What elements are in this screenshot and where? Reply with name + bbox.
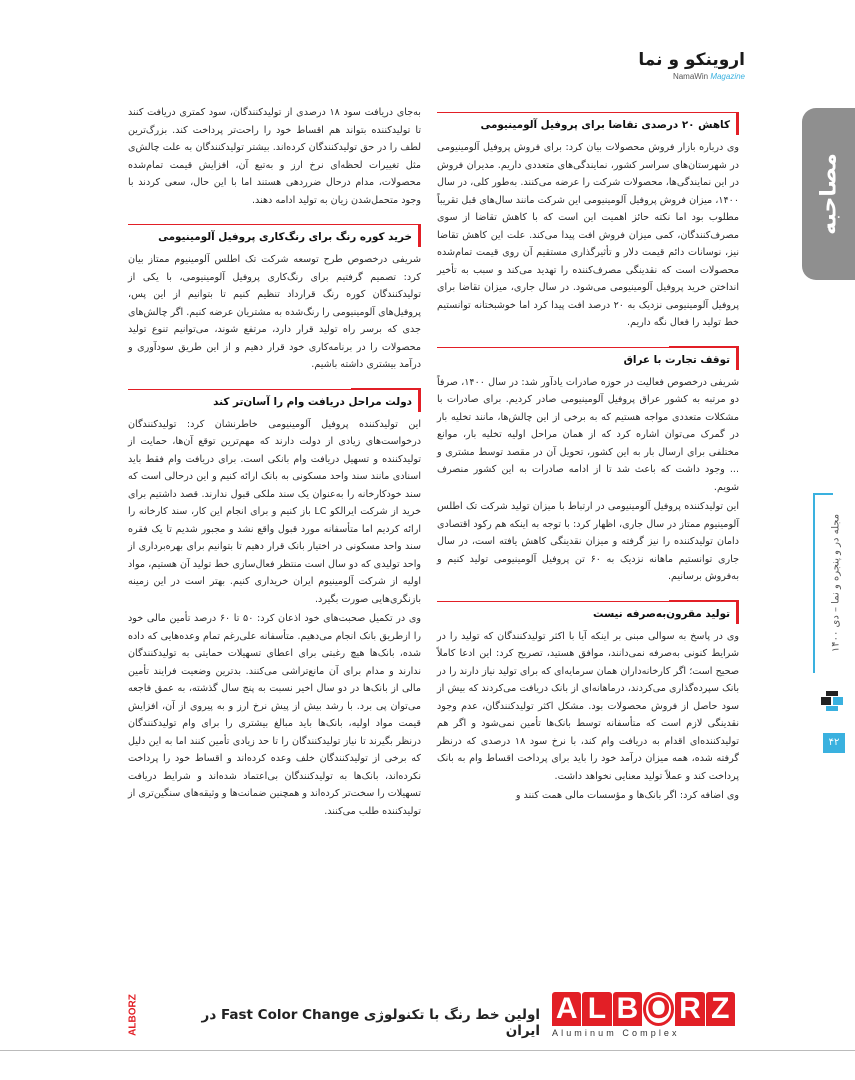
left-column <box>128 104 421 835</box>
footer-divider <box>0 1050 855 1051</box>
logo-english-suffix: Magazine <box>710 72 745 81</box>
section-tab <box>802 108 855 280</box>
window-logo-icon <box>818 688 846 716</box>
section-tab-label: مصاحبه <box>816 153 841 235</box>
section-heading: کاهش ۲۰ درصدی تقاضا برای پروفیل آلومینیومی <box>437 112 739 135</box>
brand-letter: B <box>613 992 642 1026</box>
article-section <box>437 347 739 586</box>
section-heading: تولید مقرون‌به‌صرفه نیست <box>437 601 739 624</box>
magazine-logo <box>625 50 745 90</box>
logo-english <box>625 72 745 81</box>
side-magazine-title <box>821 495 851 670</box>
side-divider <box>813 493 815 673</box>
body-paragraph: وی اضافه کرد: اگر بانک‌ها و مؤسسات مالی همت کنند و <box>515 790 739 801</box>
brand-letter: O <box>643 992 674 1026</box>
body-paragraph: شریفی درخصوص طرح توسعه شرکت تک اطلس آلومینیوم ممتاز بیان کرد: تصمیم گرفتیم برای رنگ‌کاری پروفیل آلومینیومی، با یکی از تولیدکنندگان کوره رنگ قرارداد تنظیم کنیم تا بتوانیم از این پس، پروفیل‌های آلومینیومی را رنگ‌شده به مشتریان عرضه کنیم. اگر چالش‌های جدی که برسر راه تولید قرار دارد، مرتفع شوند، می‌توانیم تنوع تولید محصولات را در برنامه‌کاری خود قرار دهیم و از این طریق سودآوری و درآمد بیشتری داشته باشیم. <box>128 254 421 370</box>
brand-letter: A <box>552 992 581 1026</box>
alborz-wordmark <box>552 992 736 1026</box>
alborz-logo <box>552 992 736 1040</box>
article-section <box>437 601 739 805</box>
article-section <box>128 104 421 209</box>
brand-letter: Z <box>706 992 735 1026</box>
body-paragraph: وی در تکمیل صحبت‌های خود اذعان کرد: ۵۰ تا ۶۰ درصد تأمین مالی خود را ازطریق بانک انجام می‌دهیم. متأسفانه علی‌رغم تمام وعده‌هایی که داده شده، بانک‌ها هیچ رغبتی برای اعطای تسهیلات حمایتی به تولیدکنندگان ندارند و مدام برای آن مانع‌تراشی می‌کنند. بدترین وضعیت فرایند تأمین مالی از بانک‌ها در دو سال اخیر نسبت به پنج سال گذشته، به عمق فاجعه می‌توان پی برد. با رشد بیش از پیش نرخ ارز و به پیروی از آن، افزایش قیمت مواد اولیه، بانک‌ها باید مبالغ بیشتری را برای وام تولیدکنندگان درنظر بگیرند تا نیاز تولیدکنندگان را تا حد زیادی تأمین کنند اما به این دلیل که برخی از تولیدکنندگان خلف وعده کرده‌اند و اقساط خود را پرداخت نکرده‌اند، بانک‌ها به تولیدکنندگان بی‌اعتماد شده‌اند و شرایط دریافت تسهیلات را سخت‌تر کرده‌اند و همچنین ضمانت‌ها و وثیقه‌های سنگین‌تری از تولیدکننده طلب می‌کنند. <box>128 613 422 817</box>
article-section <box>128 224 421 374</box>
body-paragraph: شریفی درخصوص فعالیت در حوزه صادرات یادآور شد: در سال ۱۴۰۰، صرفاً دو مرتبه به کشور عراق پروفیل آلومینیومی صادر کردیم. برای صادرات با مشکلات متعددی مواجه هستیم که به برخی از این چالش‌ها، مانند تخلیه بار در گمرک می‌توان اشاره کرد که از همان مراحل اولیه تخلیه بار، موانع مختلفی برای ارسال بار به این کشور، تحویل آن در مقصد توسط مشتری و ... وجود داشت که باعث شد تا از ادامه صادرات به این کشور منصرف شویم. <box>437 376 739 493</box>
article-section <box>128 389 421 821</box>
brand-letter: L <box>582 992 611 1026</box>
body-paragraph: این تولیدکننده پروفیل آلومینیومی خاطرنشان کرد: تولیدکنندگان درخواست‌های زیادی از دولت دارند که مهم‌ترین توقع آن‌ها، حمایت از تولیدکننده و تسهیل دریافت وام بانکی است. برای دریافت وام فقط باید اسنادی مانند سند واحد مسکونی به بانک ارائه کنیم و این درحالی است که سند خودکارخانه را به‌عنوان یک سند ملکی قبول ندارند. قصد داشتیم برای خرید از شرکت ایرالکو LC باز کنیم و برای انجام این کار، سند کارخانه را ارائه کردیم اما متأسفانه مورد قبول واقع نشد و مجبور شدیم تا یک فقره سند واحد مسکونی در اختیار بانک قرار دهیم تا بتوانیم برای بهره‌برداری از واحد تولیدی که دو سال است منتظر فعال‌سازی خط تولید آن هستیم، مواد اولیه از شرکت آلومینیوم ایران خریداری کنیم. بهتر است در این زمینه بازنگری‌هایی صورت بگیرد. <box>128 418 422 605</box>
right-column <box>437 112 739 820</box>
vertical-brand <box>126 985 140 1045</box>
body-paragraph: به‌جای دریافت سود ۱۸ درصدی از تولیدکنندگان، سود کمتری دریافت کنند تا تولیدکننده بتواند هم اقساط خود را راحت‌تر پرداخت کند. بزرگ‌ترین لطف را در حق تولیدکنندگان کرده‌اند. بیشتر تولیدکنندگان به علت چالش‌ی مثل تغییرات لحظه‌ای نرخ ارز و به‌تبع آن، افزایش قیمت تمام‌شده محصولات، مدام درحال ضرردهی هستند اما با این حال، سعی کردند با وجود متحمل‌شدن زیان به تولید ادامه دهند. <box>128 107 421 206</box>
alborz-subtitle: Aluminum Complex <box>552 1028 680 1038</box>
section-heading: دولت مراحل دریافت وام را آسان‌تر کند <box>128 389 421 412</box>
page-number: ۴۲ <box>823 733 845 753</box>
section-heading: خرید کوره رنگ برای رنگ‌کاری پروفیل آلومینیومی <box>128 224 421 247</box>
ad-headline: اولین خط رنگ با تکنولوژی Fast Color Change در ایران <box>201 1007 540 1039</box>
section-heading: توقف تجارت با عراق <box>437 347 739 370</box>
logo-persian: اروینکو و نما <box>638 50 745 70</box>
body-paragraph: وی درباره بازار فروش محصولات بیان کرد: برای فروش پروفیل آلومینیومی در شهرستان‌های سراسر کشور، نمایندگی‌های متعددی داریم. مدیران فروش در این نمایندگی‌ها، محصولات شرکت را عرضه می‌کنند. به‌طور کلی، در سال ۱۴۰۰، میزان فروش پروفیل آلومینیومی این شرکت مانند سال‌های قبل تقریباً مطلوب بود اما نکته حائز اهمیت این است که با کاهش تقاضا از سوی مصرف‌کنندگان، کمی میزان فروش افت پیدا می‌کند. علت این کاهش تقاضا نیز، نوسانات دائم قیمت دلار و تأثیرگذاری مستقیم آن روی قیمت تمام‌شده محصولات است که نقدینگی مصرف‌کننده را تهدید می‌کند و سبب به تأخیر انداختن خرید پروفیل آلومینیومی می‌شود. در سال جاری، میزان تقاضا برای پروفیل آلومینیومی نزدیک به ۲۰ درصد افت پیدا کرد اما خوشبختانه توانستیم خط تولید را فعال نگه داریم. <box>437 142 740 328</box>
body-paragraph: وی در پاسخ به سوالی مبنی بر اینکه آیا با اکثر تولیدکنندگان که تولید را در شرایط کنونی به‌صرفه نمی‌دانند، موافق هستید، تصریح کرد: این ادعا کاملاً صحیح است؛ اگر کارخانه‌داران همان سرمایه‌ای که برای تولید نیاز دارند را در بانک سپرده‌گذاری می‌کردند، درماهانه‌ای از بانک دریافت می‌کردند که بیش از سود حاصل از فروش محصولات بود. مشکل اکثر تولیدکنندگان، عدم وجود نقدینگی لازم است که متأسفانه توسط بانک‌ها تأمین نمی‌شود و اگر هم تولیدکننده‌ای اقدام به دریافت وام کند، با نرخ سود ۱۸ درصدی که درنظر گرفته شده، همه میزان درآمد خود را باید برای پرداخت اقساط وام به بانک پرداخت کند و عملاً تولید معنایی نخواهد داشت. <box>437 630 739 782</box>
vertical-brand-text: ALBORZ <box>127 994 139 1036</box>
brand-letter: R <box>675 992 704 1026</box>
side-magazine-title-text: مجله در و پنجره و نما – دی ۱۴۰۰ <box>830 513 842 652</box>
logo-english-prefix: NamaWin <box>672 72 709 81</box>
article-section <box>437 112 739 332</box>
body-paragraph: این تولیدکننده پروفیل آلومینیومی در ارتباط با میزان تولید شرکت تک اطلس آلومینیوم ممتاز در سال جاری، اظهار کرد: با توجه به اینکه هم رکود اقتصادی دامان تولیدکننده را نیز گرفته و میزان نقدینگی کاهش یافته است، در سال جاری توانستیم ماهانه نزدیک به ۶۰ تن پروفیل آلومینیومی تولید کنیم و به‌فروش برسانیم. <box>437 501 739 582</box>
